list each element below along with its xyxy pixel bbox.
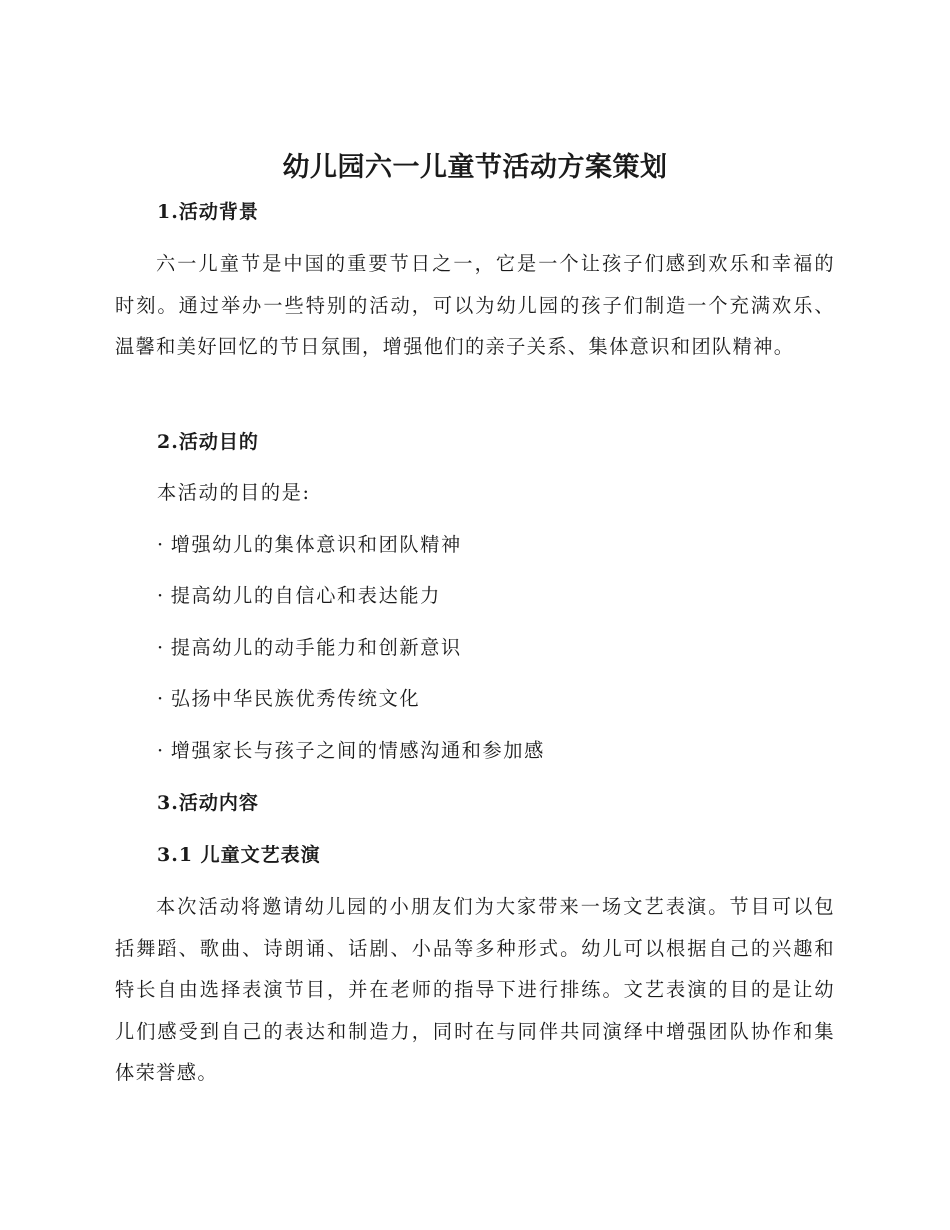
section-heading-content: 3.活动内容	[157, 792, 259, 814]
section-heading-background: 1.活动背景	[157, 201, 259, 223]
purpose-bullet	[157, 737, 545, 765]
bullet-dot: ·	[157, 584, 165, 607]
bullet-dot: ·	[157, 636, 165, 659]
subsection-heading-performance: 3.1 儿童文艺表演	[157, 844, 321, 866]
bullet-text: 提高幼儿的动手能力和创新意识	[170, 636, 462, 659]
bullet-dot: ·	[157, 687, 165, 710]
performance-paragraph: 本次活动将邀请幼儿园的小朋友们为大家带来一场文艺表演。节目可以包括舞蹈、歌曲、诗朗诵、话剧、小品等多种形式。幼儿可以根据自己的兴趣和特长自由选择表演节目，并在老师的指导下进行排练。文艺表演的目的是让幼儿们感受到自己的表达和制造力，同时在与同伴共同演绎中增强团队协作和集体荣誉感。	[115, 895, 835, 1085]
bullet-dot: ·	[157, 739, 165, 762]
purpose-bullet	[157, 685, 420, 713]
bullet-text: 增强幼儿的集体意识和团队精神	[170, 533, 462, 556]
document-title: 幼儿园六一儿童节活动方案策划	[282, 152, 668, 183]
purpose-bullet	[157, 634, 462, 662]
purpose-bullet	[157, 582, 441, 610]
section-heading-purpose: 2.活动目的	[157, 431, 259, 453]
bullet-dot: ·	[157, 533, 165, 556]
background-paragraph: 六一儿童节是中国的重要节日之一，它是一个让孩子们感到欢乐和幸福的时刻。通过举办一些特别的活动，可以为幼儿园的孩子们制造一个充满欢乐、温馨和美好回忆的节日氛围，增强他们的亲子关系、集体意识和团队精神。	[115, 252, 835, 359]
bullet-text: 弘扬中华民族优秀传统文化	[170, 687, 421, 710]
bullet-text: 增强家长与孩子之间的情感沟通和参加感	[170, 739, 545, 762]
purpose-bullet	[157, 531, 462, 559]
purpose-intro: 本活动的目的是:	[157, 481, 311, 504]
bullet-text: 提高幼儿的自信心和表达能力	[170, 584, 441, 607]
